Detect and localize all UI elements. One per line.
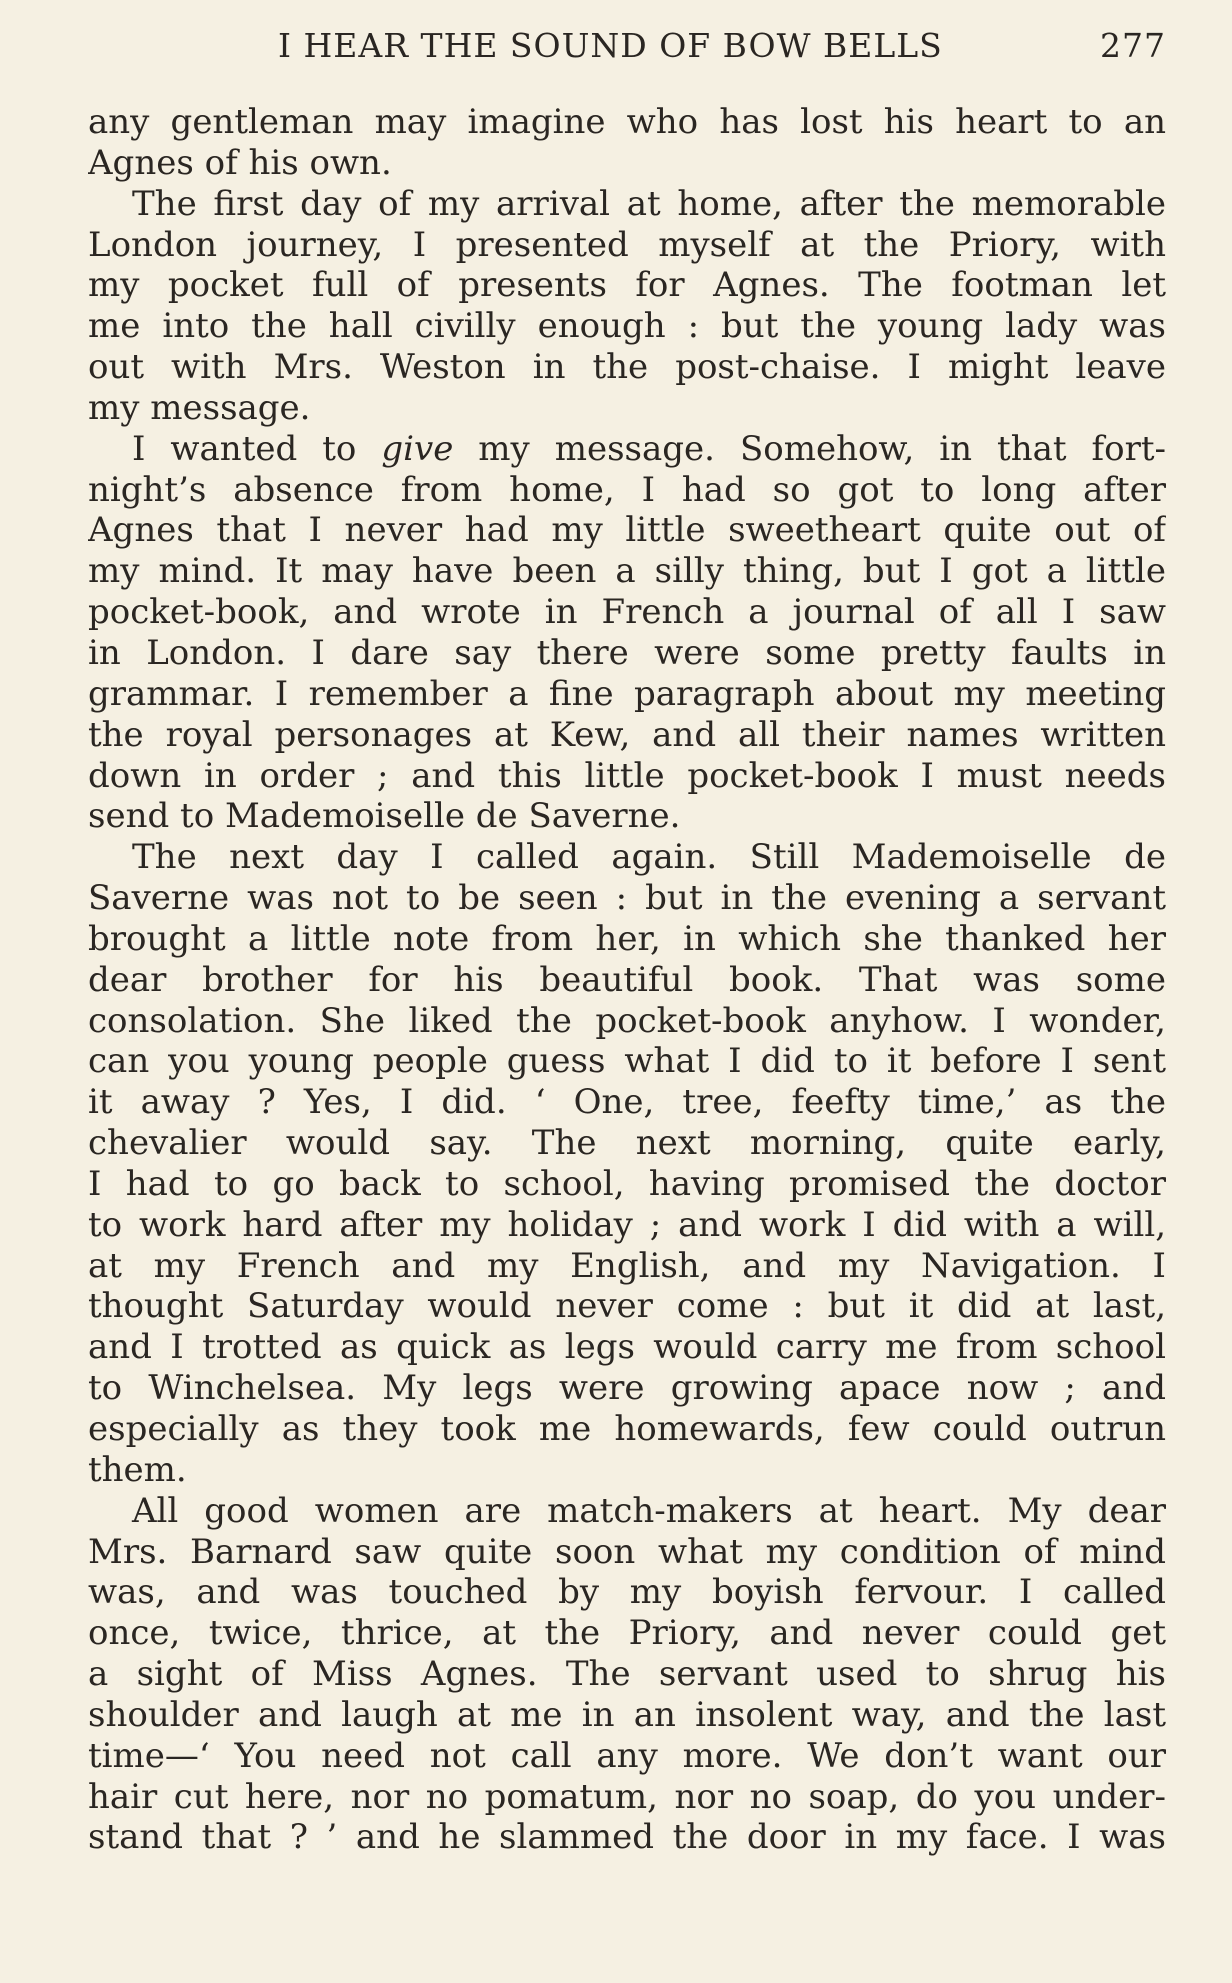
- text-line: stand that ? ’ and he slammed the door in my face. I was: [88, 1817, 1166, 1858]
- text-line: hair cut here, nor no pomatum, nor no soap, do you under-: [88, 1776, 1166, 1817]
- text-line: down in order ; and this little pocket-book I must needs: [88, 755, 1166, 796]
- text-line: The first day of my arrival at home, after the memorable: [132, 183, 1166, 224]
- text-line: grammar. I remember a fine paragraph about my meeting: [88, 673, 1166, 714]
- text-line: send to Mademoiselle de Saverne.: [88, 796, 681, 837]
- text-line: Saverne was not to be seen : but in the evening a servant: [88, 878, 1166, 919]
- text-line: was, and was touched by my boyish fervour. I called: [88, 1572, 1166, 1613]
- text-line: my mind. It may have been a silly thing, but I got a little: [88, 551, 1166, 592]
- text-line: shoulder and laugh at me in an insolent way, and the last: [88, 1694, 1166, 1735]
- text-line: it away ? Yes, I did. ‘ One, tree, feefty time,’ as the: [88, 1082, 1166, 1123]
- text-line: to Winchelsea. My legs were growing apace now ; and: [88, 1368, 1166, 1409]
- text-line: night’s absence from home, I had so got to long after: [88, 469, 1166, 510]
- running-head: [88, 22, 1166, 70]
- text-line: at my French and my English, and my Navigation. I: [88, 1245, 1166, 1286]
- text-line: All good women are match-makers at heart. My dear: [132, 1490, 1166, 1531]
- text-line: especially as they took me homewards, few could outrun: [88, 1409, 1166, 1449]
- italic-emphasis: give: [381, 428, 454, 469]
- text-line: The next day I called again. Still Mademoiselle de: [132, 837, 1166, 878]
- text-line: can you young people guess what I did to it before I sent: [88, 1041, 1166, 1082]
- body-text: [88, 102, 1166, 1858]
- page-number: 277: [1100, 26, 1166, 65]
- text-line: out with Mrs. Weston in the post-chaise. I might leave: [88, 347, 1166, 388]
- text-line: once, twice, thrice, at the Priory, and never could get: [88, 1613, 1166, 1654]
- text-line: any gentleman may imagine who has lost his heart to an: [88, 102, 1166, 142]
- text-line: a sight of Miss Agnes. The servant used to shrug his: [88, 1654, 1166, 1695]
- text-line: my pocket full of presents for Agnes. The footman let: [88, 265, 1166, 306]
- text-line: to work hard after my holiday ; and work I did with a will,: [88, 1204, 1166, 1245]
- text-line: I had to go back to school, having promised the doctor: [88, 1163, 1166, 1204]
- text-line: chevalier would say. The next morning, quite early,: [88, 1123, 1166, 1164]
- text-line: and I trotted as quick as legs would carry me from school: [88, 1327, 1166, 1368]
- text-line: me into the hall civilly enough : but the young lady was: [88, 306, 1166, 347]
- text-line: consolation. She liked the pocket-book anyhow. I wonder,: [88, 1000, 1166, 1041]
- text-line: time—‘ You need not call any more. We don’t want our: [88, 1735, 1166, 1776]
- text-line: the royal personages at Kew, and all their names written: [88, 714, 1166, 755]
- text-line: brought a little note from her, in which she thanked her: [88, 918, 1166, 959]
- text-line: Mrs. Barnard saw quite soon what my condition of mind: [88, 1531, 1166, 1572]
- text-line: in London. I dare say there were some pretty faults in: [88, 632, 1166, 673]
- text-line: London journey, I presented myself at the Priory, with: [88, 224, 1166, 265]
- text-line: pocket-book, and wrote in French a journal of all I saw: [88, 592, 1166, 633]
- text-line: them.: [88, 1449, 187, 1490]
- text-line: I wanted to give my message. Somehow, in that fort-: [132, 428, 1166, 469]
- text-line: my message.: [88, 387, 311, 428]
- text-line: Agnes that I never had my little sweetheart quite out of: [88, 510, 1166, 551]
- running-head-title: I HEAR THE SOUND OF BOW BELLS: [278, 26, 943, 65]
- text-line: Agnes of his own.: [88, 142, 392, 183]
- text-line: thought Saturday would never come : but it did at last,: [88, 1286, 1166, 1327]
- text-line: dear brother for his beautiful book. That was some: [88, 959, 1166, 1000]
